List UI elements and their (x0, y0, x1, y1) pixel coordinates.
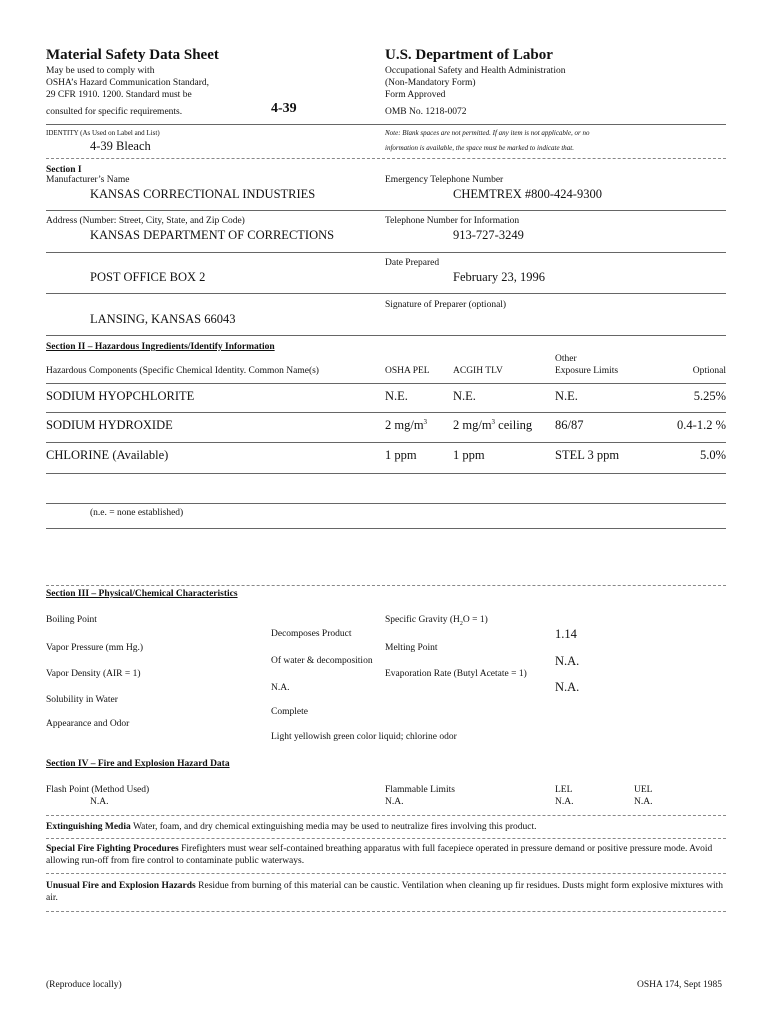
vapor-density-value: N.A. (271, 683, 290, 693)
date-prepared: February 23, 1996 (453, 270, 545, 284)
component-name: SODIUM HYOPCHLORITE (46, 389, 195, 403)
address-line1: KANSAS DEPARTMENT OF CORRECTIONS (90, 228, 335, 242)
acgih-tlv-value: 2 $mg/m^3$ ceiling (453, 418, 533, 433)
address-line3: LANSING, KANSAS 66043 (90, 312, 236, 326)
melting-point-value: N.A. (555, 654, 580, 668)
vapor-density-label: Vapor Density (AIR = 1) (46, 669, 141, 679)
unusual-fire-hazards: Unusual Fire and Explosion Hazards Residue from burning of this material can be caustic. Ventilation when cleaning up fir residues. Dusts might form explosive mixtures with air. (46, 881, 723, 903)
agency-name: U.S. Department of Labor (385, 47, 553, 63)
osha-pel-value: 2 $mg/m^3$ (385, 418, 428, 433)
col-other-line2: Exposure Limits (555, 366, 619, 376)
acgih-tlv-value: N.E. (453, 389, 476, 403)
info-phone: 913-727-3249 (453, 228, 524, 242)
divider (46, 335, 726, 336)
col-acgih-tlv: ACGIH TLV (453, 366, 503, 376)
section2-heading: Section II – Hazardous Ingredients/Identify Information (46, 342, 275, 352)
header-left-line2: OSHA’s Hazard Communication Standard, (46, 78, 210, 88)
special-fire-fighting-procedures: Special Fire Fighting Procedures Firefighters must wear self-contained breathing apparatus with full facepiece operated in pressure demand or positive pressure mode. Avoid allowing run-off from fire control to contaminate public waterways. (46, 844, 713, 866)
solubility-label: Solubility in Water (46, 695, 118, 705)
col-components: Hazardous Components (Specific Chemical Identity. Common Name(s) (46, 366, 319, 376)
omb-number: OMB No. 1218-0072 (385, 107, 467, 117)
flash-point-value: N.A. (90, 797, 109, 807)
optional-value: 5.0% (699, 448, 726, 462)
divider (46, 210, 726, 211)
boiling-point-value: Decomposes Product (271, 629, 352, 639)
vapor-pressure-value: Of water & decomposition (271, 656, 373, 666)
lel-value: N.A. (555, 797, 574, 807)
form-title: Material Safety Data Sheet (46, 47, 219, 63)
agency-line2: (Non-Mandatory Form) (385, 78, 476, 88)
divider (46, 815, 726, 816)
agency-line1: Occupational Safety and Health Administration (385, 66, 566, 76)
footer-reproduce: (Reproduce locally) (46, 980, 122, 990)
info-phone-label: Telephone Number for Information (385, 216, 520, 226)
address-label: Address (Number: Street, City, State, and Zip Code) (46, 216, 245, 226)
flammable-limits-value: N.A. (385, 797, 404, 807)
flammable-limits-label: Flammable Limits (385, 785, 455, 795)
divider (46, 911, 726, 912)
header-left-line1: May be used to comply with (46, 66, 155, 76)
divider (46, 473, 726, 474)
osha-pel-value: 1 ppm (385, 448, 417, 462)
manufacturer-label: Manufacturer’s Name (46, 175, 130, 185)
other-limit-value: STEL 3 ppm (555, 448, 620, 462)
section3-heading: Section III – Physical/Chemical Characteristics (46, 589, 238, 599)
agency-line3: Form Approved (385, 90, 446, 100)
identity-label: IDENTITY (As Used on Label and List) (46, 129, 160, 137)
uel-label: UEL (634, 785, 653, 795)
header-left-line4: consulted for specific requirements. (46, 107, 183, 117)
emergency-phone: CHEMTREX #800-424-9300 (453, 187, 602, 201)
divider (46, 838, 726, 839)
divider (46, 442, 726, 443)
footer-form-number: OSHA 174, Sept 1985 (637, 980, 722, 990)
flash-point-label: Flash Point (Method Used) (46, 785, 150, 795)
signature-label: Signature of Preparer (optional) (385, 300, 507, 310)
appearance-value: Light yellowish green color liquid; chlorine odor (271, 732, 457, 742)
other-limit-value: N.E. (555, 389, 578, 403)
divider (46, 873, 726, 874)
identity-value: 4-39 Bleach (90, 139, 151, 153)
specific-gravity-value: 1.14 (555, 627, 577, 641)
none-established-note: (n.e. = none established) (90, 508, 184, 518)
component-name: CHLORINE (Available) (46, 448, 169, 462)
col-optional: Optional (692, 366, 726, 376)
optional-value: 5.25% (693, 389, 726, 403)
section4-heading: Section IV – Fire and Explosion Hazard Data (46, 759, 230, 769)
col-other-line1: Other (555, 354, 577, 364)
other-limit-value: 86/87 (555, 418, 584, 432)
extinguishing-media: Extinguishing Media Water, foam, and dry chemical extinguishing media may be used to neutralize fires involving this product. (46, 822, 537, 832)
component-name: SODIUM HYDROXIDE (46, 418, 173, 432)
divider (46, 412, 726, 413)
vapor-pressure-label: Vapor Pressure (mm Hg.) (46, 643, 144, 653)
address-line2: POST OFFICE BOX 2 (90, 270, 206, 284)
evaporation-rate-label: Evaporation Rate (Butyl Acetate = 1) (385, 669, 527, 679)
identity-note-line1: Note: Blank spaces are not permitted. If any item is not applicable, or no (385, 129, 590, 137)
lel-label: LEL (555, 785, 573, 795)
divider (46, 585, 726, 586)
divider (46, 293, 726, 294)
optional-value: 0.4-1.2 % (677, 418, 726, 432)
specific-gravity-label: Specific Gravity $(H_2O = 1)$ (385, 615, 488, 627)
evaporation-rate-value: N.A. (555, 680, 580, 694)
divider (46, 252, 726, 253)
solubility-value: Complete (271, 707, 308, 717)
divider (46, 158, 726, 159)
emergency-phone-label: Emergency Telephone Number (385, 175, 504, 185)
document-number: 4-39 (271, 101, 297, 116)
acgih-tlv-value: 1 ppm (453, 448, 485, 462)
section1-heading: Section I (46, 165, 82, 175)
manufacturer-name: KANSAS CORRECTIONAL INDUSTRIES (90, 187, 316, 201)
boiling-point-label: Boiling Point (46, 615, 97, 625)
divider (46, 383, 726, 384)
divider (46, 528, 726, 529)
identity-note-line2: information is available, the space must be marked to indicate that. (385, 144, 574, 152)
header-left-line3: 29 CFR 1910. 1200. Standard must be (46, 90, 192, 100)
uel-value: N.A. (634, 797, 653, 807)
divider (46, 503, 726, 504)
date-prepared-label: Date Prepared (385, 258, 440, 268)
col-osha-pel: OSHA PEL (385, 366, 430, 376)
divider (46, 124, 726, 125)
osha-pel-value: N.E. (385, 389, 408, 403)
melting-point-label: Melting Point (385, 643, 438, 653)
appearance-label: Appearance and Odor (46, 719, 130, 729)
